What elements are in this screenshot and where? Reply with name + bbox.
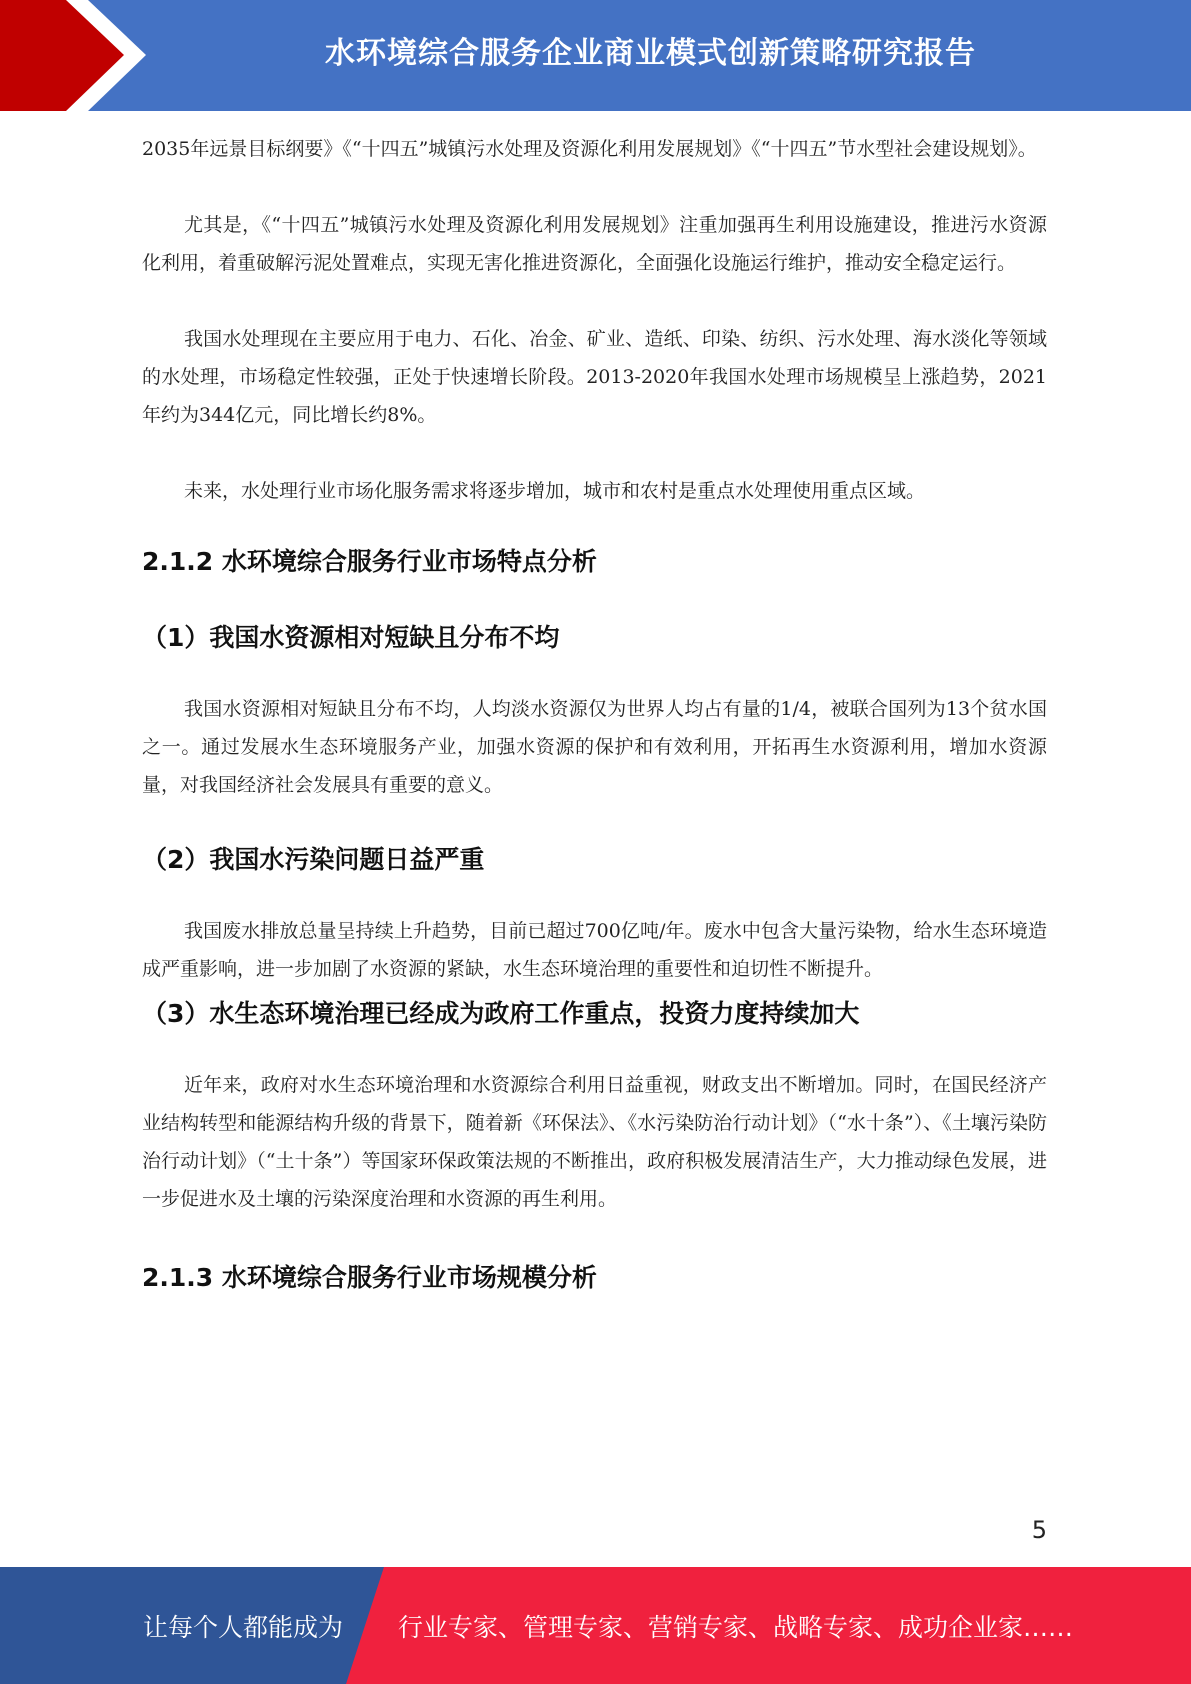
paragraph: 未来，水处理行业市场化服务需求将逐步增加，城市和农村是重点水处理使用重点区域。	[184, 480, 926, 502]
footer-slogan-left: 让每个人都能成为	[143, 1612, 344, 1642]
paragraph: 我国废水排放总量呈持续上升趋势，目前已超过700亿吨/年。废水中包含大量污染物，给水生态环境造成严重影响，进一步加剧了水资源的紧缺，水生态环境治理的重要性和迫切性不断提升。	[142, 920, 1047, 980]
paragraph: 近年来，政府对水生态环境治理和水资源综合利用日益重视，财政支出不断增加。同时，在国民经济产业结构转型和能源结构升级的背景下，随着新《环保法》、《水污染防治行动计划》（“水十条”）、《土壤污染防治行动计划》（“土十条”）等国家环保政策法规的不断推出，政府积极发展清洁生产，大力推动绿色发展，进一步促进水及土壤的污染深度治理和水资源的再生利用。	[142, 1074, 1047, 1210]
header-arrow-decoration	[0, 0, 180, 111]
footer-banner	[0, 1567, 1191, 1684]
page-number: 5	[1031, 1516, 1047, 1544]
paragraph: 我国水资源相对短缺且分布不均，人均淡水资源仅为世界人均占有量的1/4，被联合国列为13个贫水国之一。通过发展水生态环境服务产业，加强水资源的保护和有效利用，开拓再生水资源利用，增加水资源量，对我国经济社会发展具有重要的意义。	[142, 698, 1047, 796]
subsection-heading-3: （3）水生态环境治理已经成为政府工作重点，投资力度持续加大	[142, 999, 860, 1028]
footer-slogan-right: 行业专家、管理专家、营销专家、战略专家、成功企业家……	[398, 1612, 1074, 1642]
report-title: 水环境综合服务企业商业模式创新策略研究报告	[325, 36, 976, 71]
document-body	[142, 130, 1047, 1294]
paragraph-continuation: 2035年远景目标纲要》《“十四五”城镇污水处理及资源化利用发展规划》《“十四五”节水型社会建设规划》。	[142, 138, 1037, 160]
paragraph: 我国水处理现在主要应用于电力、石化、冶金、矿业、造纸、印染、纺织、污水处理、海水淡化等领域的水处理，市场稳定性较强，正处于快速增长阶段。2013-2020年我国水处理市场规模呈上涨趋势，2021年约为344亿元，同比增长约8%。	[142, 328, 1047, 426]
paragraph: 尤其是，《“十四五”城镇污水处理及资源化利用发展规划》注重加强再生利用设施建设，推进污水资源化利用，着重破解污泥处置难点，实现无害化推进资源化，全面强化设施运行维护，推动安全稳定运行。	[142, 214, 1047, 274]
section-heading-2-1-3: 2.1.3 水环境综合服务行业市场规模分析	[142, 1263, 597, 1292]
header-banner	[0, 0, 1191, 111]
subsection-heading-2: （2）我国水污染问题日益严重	[142, 845, 485, 874]
subsection-heading-1: （1）我国水资源相对短缺且分布不均	[142, 623, 560, 652]
section-heading-2-1-2: 2.1.2 水环境综合服务行业市场特点分析	[142, 547, 597, 576]
